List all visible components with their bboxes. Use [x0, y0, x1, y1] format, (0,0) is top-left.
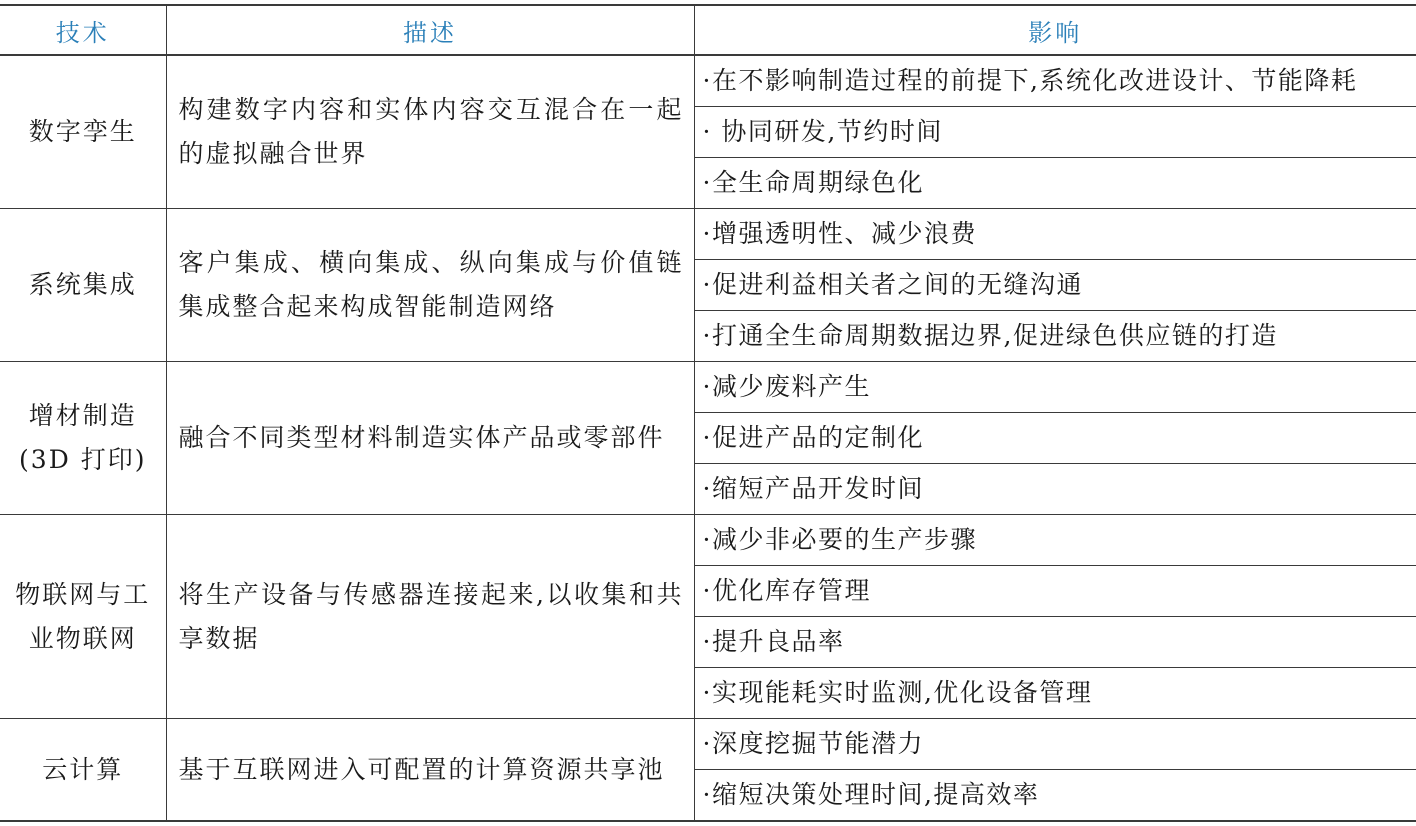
tech-cell: 云计算	[0, 719, 166, 822]
tech-cell: 数字孪生	[0, 55, 166, 209]
tech-cell: 增材制造(3D 打印)	[0, 362, 166, 515]
desc-cell: 融合不同类型材料制造实体产品或零部件	[166, 362, 694, 515]
desc-cell: 基于互联网进入可配置的计算资源共享池	[166, 719, 694, 822]
table-row	[0, 362, 1416, 413]
impact-cell: ·缩短决策处理时间,提高效率	[694, 770, 1416, 822]
technology-impact-table	[0, 4, 1416, 822]
impact-cell: ·减少非必要的生产步骤	[694, 515, 1416, 566]
table-row	[0, 209, 1416, 260]
header-row	[0, 5, 1416, 55]
impact-cell: ·增强透明性、减少浪费	[694, 209, 1416, 260]
desc-cell: 客户集成、横向集成、纵向集成与价值链集成整合起来构成智能制造网络	[166, 209, 694, 362]
table-row	[0, 55, 1416, 107]
impact-cell: ·全生命周期绿色化	[694, 158, 1416, 209]
impact-cell: · 协同研发,节约时间	[694, 107, 1416, 158]
impact-cell: ·深度挖掘节能潜力	[694, 719, 1416, 770]
impact-cell: ·打通全生命周期数据边界,促进绿色供应链的打造	[694, 311, 1416, 362]
impact-cell: ·优化库存管理	[694, 566, 1416, 617]
table-row	[0, 719, 1416, 770]
impact-cell: ·促进产品的定制化	[694, 413, 1416, 464]
impact-cell: ·减少废料产生	[694, 362, 1416, 413]
desc-cell: 将生产设备与传感器连接起来,以收集和共享数据	[166, 515, 694, 719]
impact-cell: ·缩短产品开发时间	[694, 464, 1416, 515]
tech-cell: 系统集成	[0, 209, 166, 362]
impact-cell: ·在不影响制造过程的前提下,系统化改进设计、节能降耗	[694, 55, 1416, 107]
impact-cell: ·促进利益相关者之间的无缝沟通	[694, 260, 1416, 311]
header-tech: 技术	[0, 5, 166, 55]
header-desc: 描述	[166, 5, 694, 55]
desc-cell: 构建数字内容和实体内容交互混合在一起的虚拟融合世界	[166, 55, 694, 209]
tech-cell: 物联网与工业物联网	[0, 515, 166, 719]
impact-cell: ·实现能耗实时监测,优化设备管理	[694, 668, 1416, 719]
table-row	[0, 515, 1416, 566]
header-impact: 影响	[694, 5, 1416, 55]
impact-cell: ·提升良品率	[694, 617, 1416, 668]
